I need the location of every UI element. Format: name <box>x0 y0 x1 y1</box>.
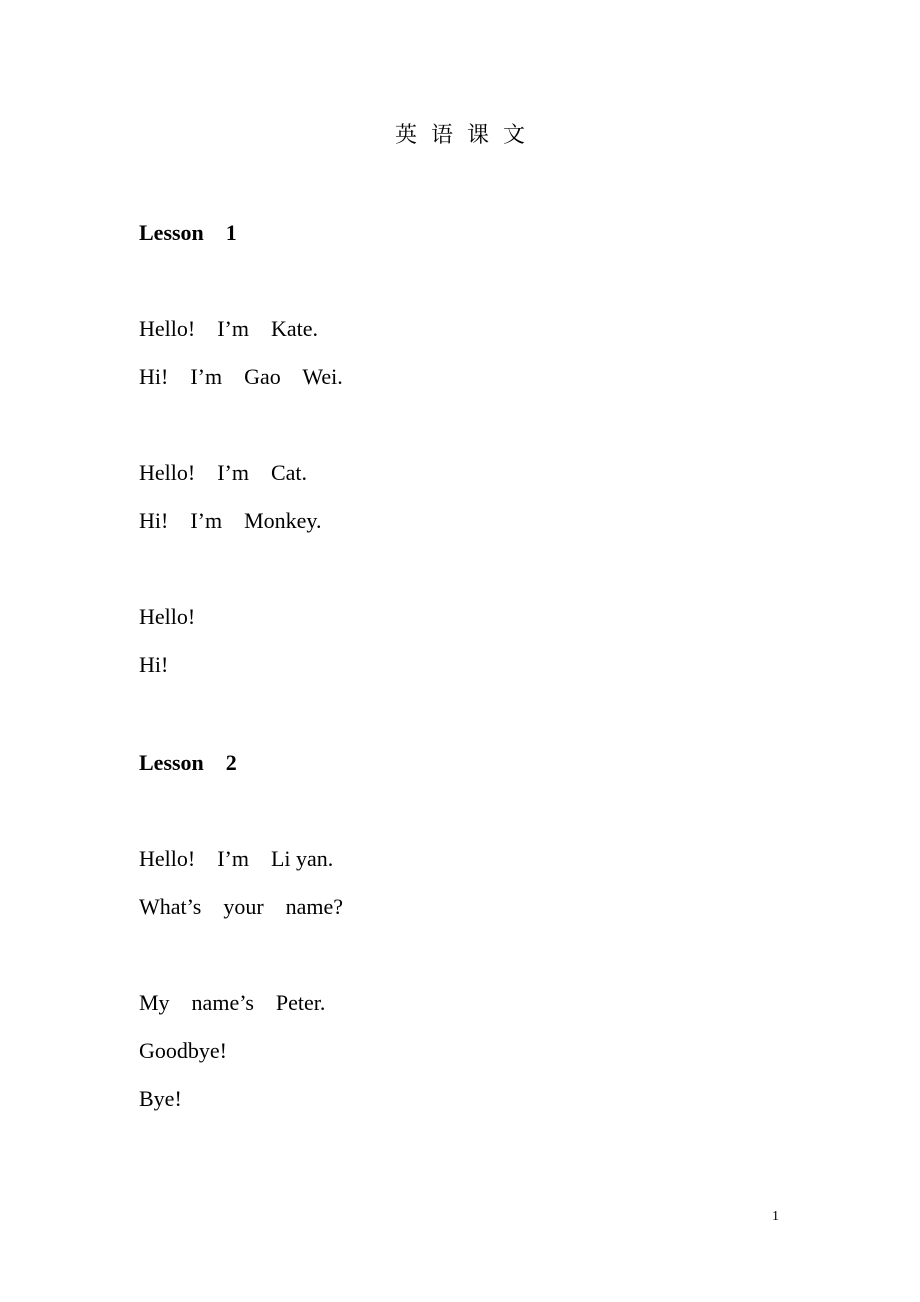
lesson-2-line-2: What’s your name? <box>139 894 344 919</box>
page-number: 1 <box>772 1209 779 1224</box>
lesson-2-line-4: Goodbye! <box>139 1038 227 1063</box>
lesson-1-line-4: Hi! I’m Monkey. <box>139 508 322 533</box>
lesson-2-heading: Lesson 2 <box>139 750 237 775</box>
lesson-2-line-1: Hello! I’m Li yan. <box>139 846 334 871</box>
lesson-1-heading: Lesson 1 <box>139 220 237 245</box>
page-title: 英 语 课 文 <box>395 123 525 148</box>
lesson-1-line-1: Hello! I’m Kate. <box>139 316 318 341</box>
lesson-1-line-5: Hello! <box>139 604 196 629</box>
lesson-1-line-2: Hi! I’m Gao Wei. <box>139 364 343 389</box>
lesson-2-line-5: Bye! <box>139 1086 182 1111</box>
lesson-1-line-3: Hello! I’m Cat. <box>139 460 308 485</box>
lesson-2-line-3: My name’s Peter. <box>139 990 326 1015</box>
lesson-1-line-6: Hi! <box>139 652 169 677</box>
